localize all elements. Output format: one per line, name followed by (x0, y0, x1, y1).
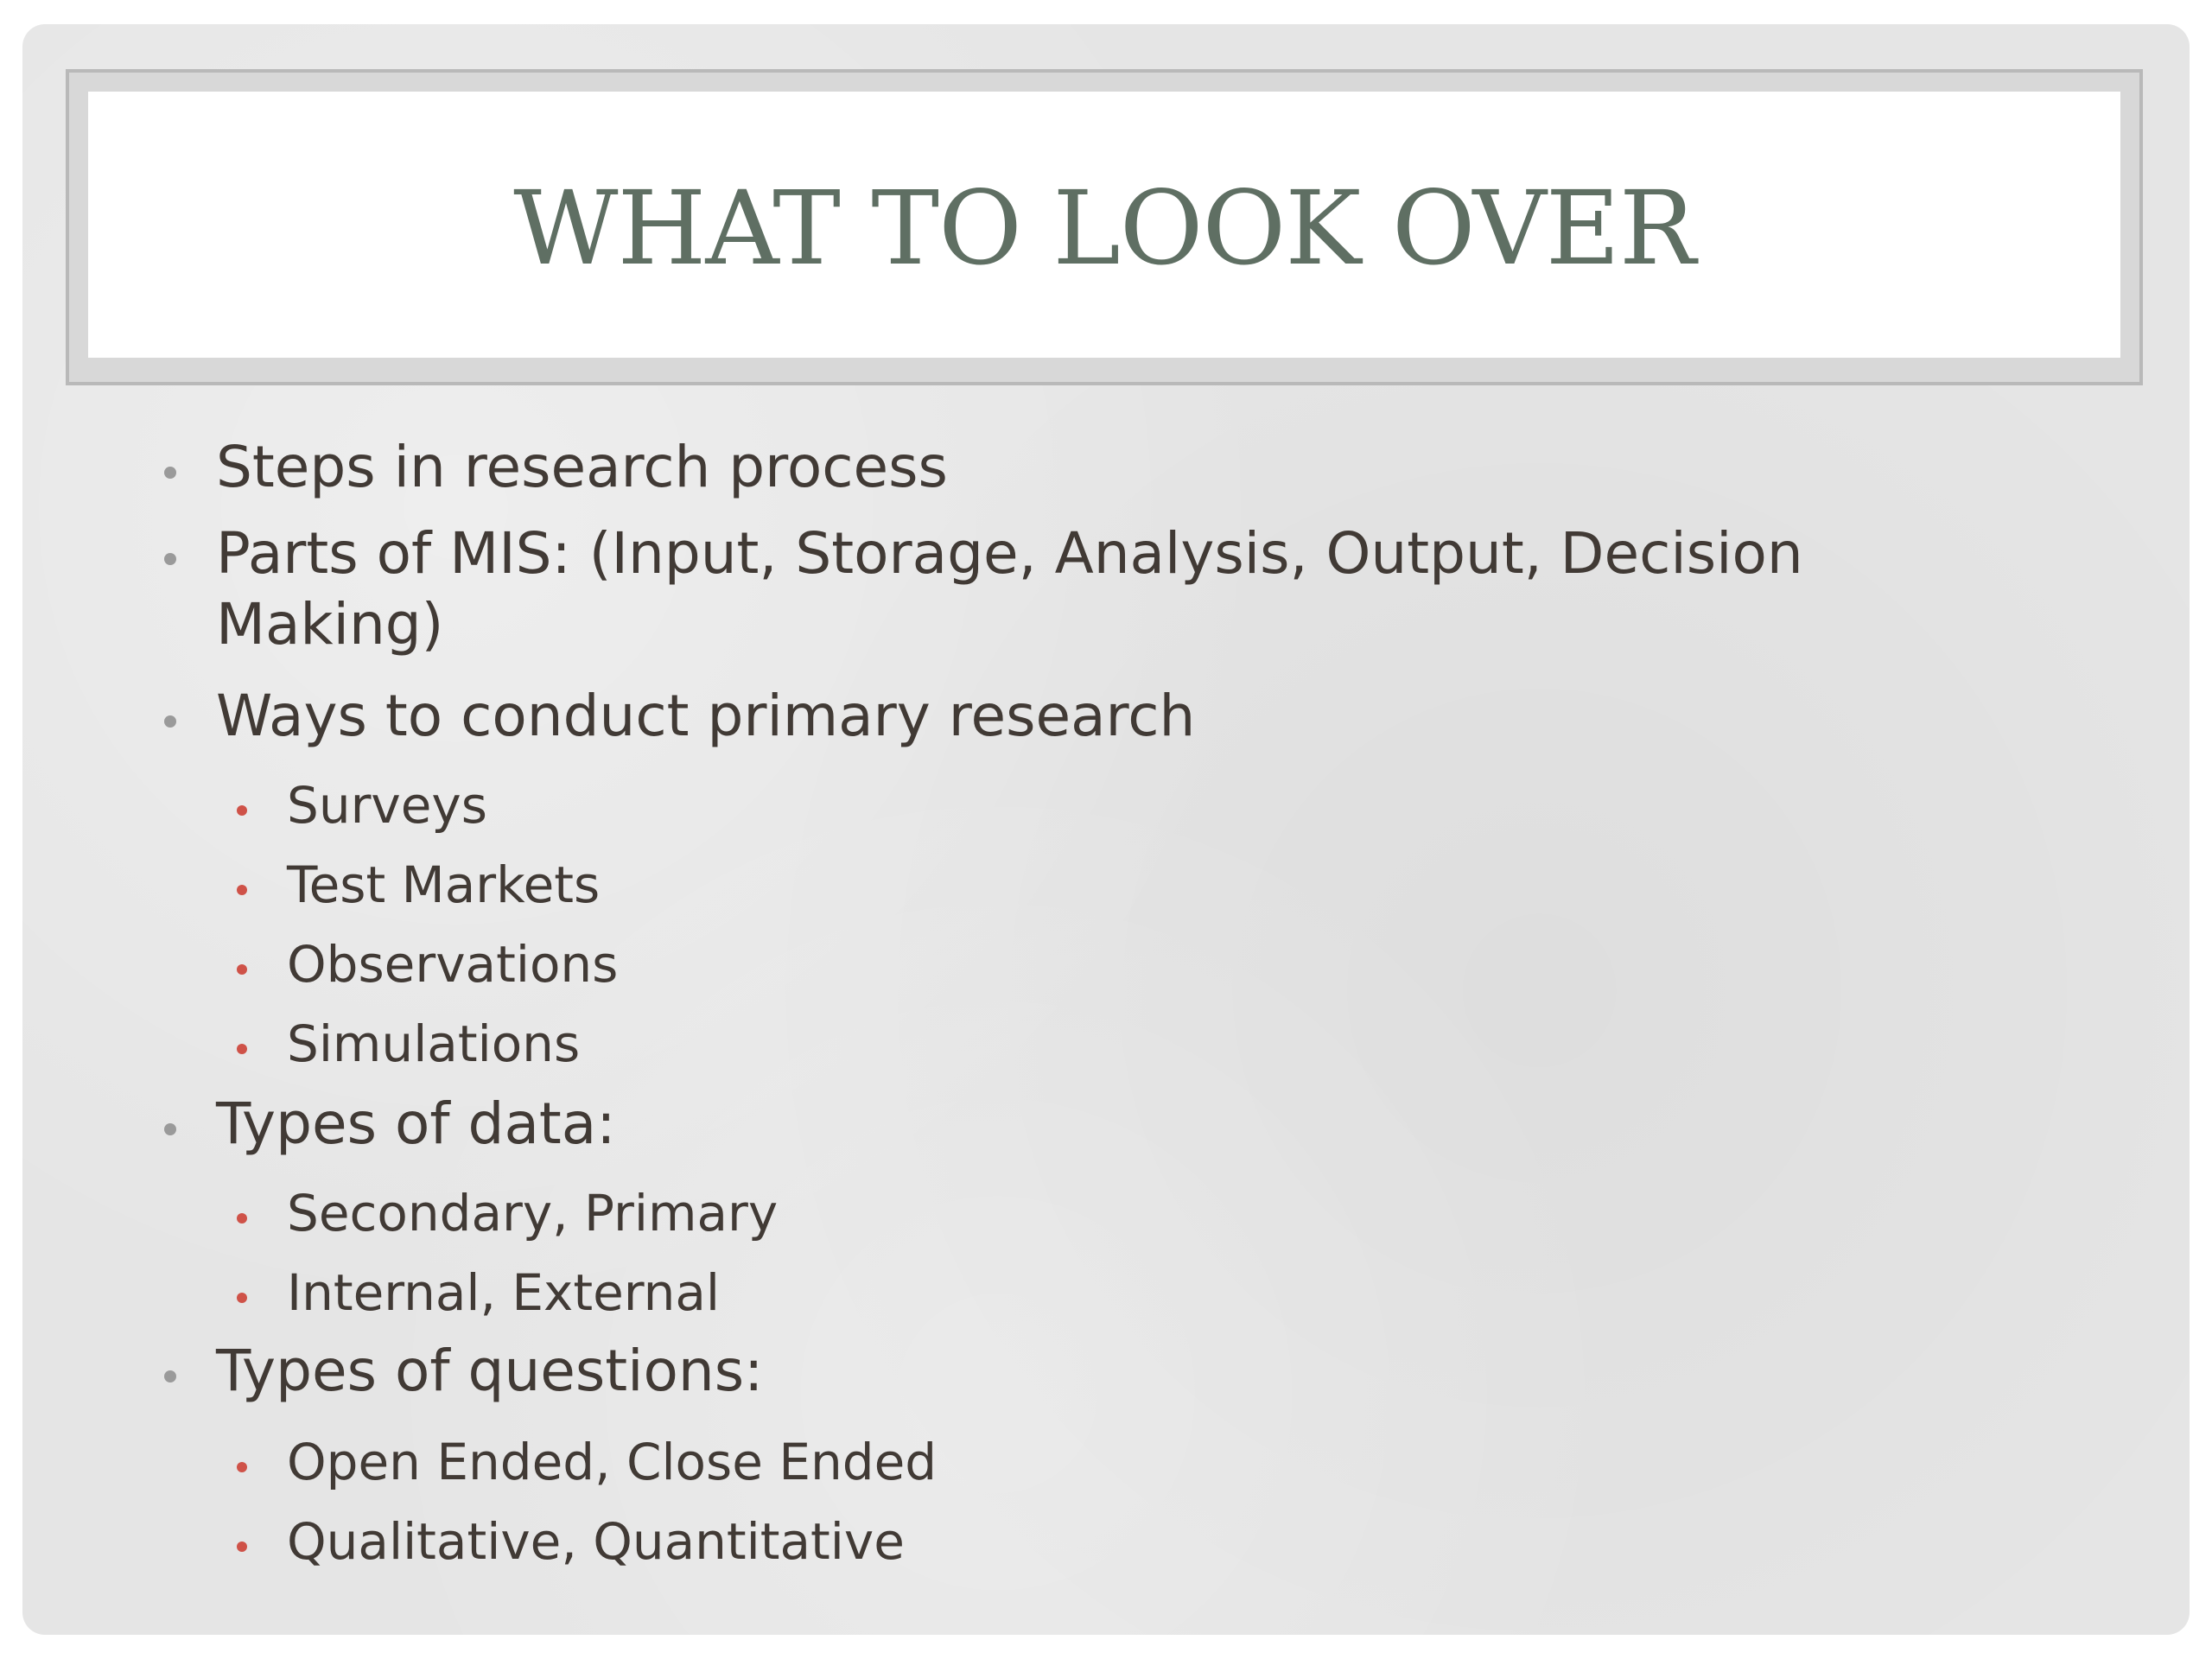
sub-bullet-dot (237, 1541, 247, 1552)
sub-bullet-dot (237, 885, 247, 895)
sub-list-item: Secondary, Primary (287, 1184, 779, 1243)
sub-list-item: Qualitative, Quantitative (287, 1512, 905, 1571)
list-item: Parts of MIS: (Input, Storage, Analysis, Output, Decision (216, 520, 1803, 587)
sub-bullet-dot (237, 805, 247, 816)
sub-bullet-dot (237, 964, 247, 975)
slide (22, 24, 2190, 1635)
bullet-dot (164, 715, 176, 728)
sub-bullet-dot (237, 1462, 247, 1472)
bullet-dot (164, 553, 176, 565)
sub-bullet-dot (237, 1293, 247, 1303)
sub-list-item: Test Markets (287, 855, 601, 914)
bullet-dot (164, 467, 176, 479)
sub-list-item: Simulations (287, 1014, 581, 1073)
bullet-dot (164, 1370, 176, 1382)
bullet-list (22, 24, 2190, 1635)
sub-bullet-dot (237, 1213, 247, 1224)
bullet-dot (164, 1123, 176, 1135)
list-item: Ways to conduct primary research (216, 683, 1196, 749)
slide-title: WHAT TO LOOK OVER (513, 168, 1695, 288)
sub-list-item: Surveys (287, 776, 487, 835)
sub-bullet-dot (237, 1044, 247, 1054)
list-item: Steps in research process (216, 434, 948, 500)
sub-list-item: Open Ended, Close Ended (287, 1433, 938, 1491)
list-item-continuation: Making) (216, 591, 444, 658)
sub-list-item: Observations (287, 935, 619, 994)
sub-list-item: Internal, External (287, 1263, 721, 1322)
list-item: Types of questions: (216, 1338, 764, 1404)
list-item: Types of data: (216, 1090, 616, 1157)
